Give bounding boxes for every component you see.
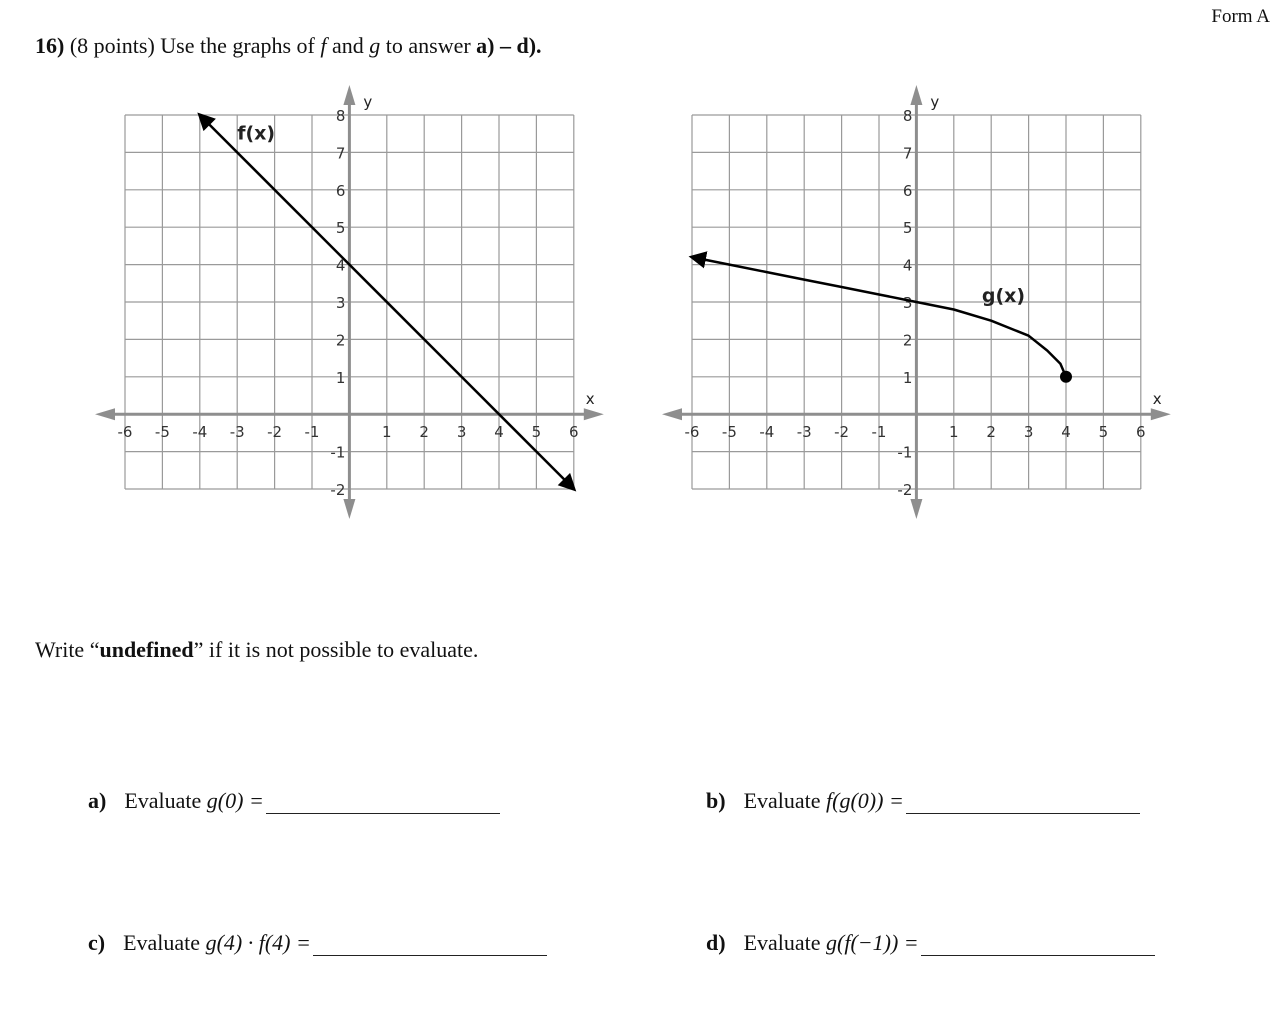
instruction-prefix: Write “ <box>35 637 100 662</box>
f-y-tick-label: -1 <box>330 443 346 462</box>
f-x-tick-label: 2 <box>419 423 429 442</box>
f-y-axis-label: y <box>363 93 373 111</box>
f-x-tick-label: -2 <box>267 423 283 442</box>
part-b-text: Evaluate <box>743 788 821 813</box>
g-y-tick-label: 7 <box>902 144 913 163</box>
part-d-letter: d) <box>706 930 726 955</box>
part-a-text: Evaluate <box>124 788 202 813</box>
f-function-label: f(x) <box>237 122 276 145</box>
part-a-expr: g(0) = <box>206 788 264 813</box>
g-x-tick-label: 1 <box>949 423 959 442</box>
question-g: g <box>369 33 381 58</box>
g-endpoint <box>1060 371 1072 383</box>
g-x-tick-label: 2 <box>986 423 996 442</box>
instruction-keyword: undefined <box>99 637 194 662</box>
f-x-axis-arrow-right <box>584 408 604 420</box>
f-y-tick-label: 7 <box>335 144 346 163</box>
g-x-tick-label: 5 <box>1098 423 1109 442</box>
f-y-tick-label: 5 <box>335 219 346 238</box>
f-x-tick-label: 4 <box>494 423 504 442</box>
part-b <box>706 788 1140 814</box>
instruction-suffix: ” if it is not possible to evaluate. <box>193 637 479 662</box>
g-y-tick-label: -2 <box>897 481 913 499</box>
part-c-letter: c) <box>88 930 106 955</box>
g-y-axis-label: y <box>930 93 940 111</box>
part-b-expr: f(g(0)) = <box>826 788 904 813</box>
f-y-tick-label: 2 <box>335 331 346 350</box>
f-x-tick-label: 6 <box>569 423 579 442</box>
part-c-answer-blank[interactable] <box>313 935 547 956</box>
f-y-tick-label: 8 <box>335 107 346 125</box>
g-y-tick-label: 4 <box>902 256 913 275</box>
f-y-axis-arrow-up <box>343 85 355 105</box>
f-y-axis-arrow-down <box>343 499 355 519</box>
form-label: Form A <box>1211 6 1270 27</box>
question-and: and <box>326 33 370 58</box>
g-y-tick-label: 2 <box>902 331 913 350</box>
g-x-tick-label: 4 <box>1061 423 1071 442</box>
part-d-expr: g(f(−1)) = <box>826 930 919 955</box>
f-y-tick-label: -2 <box>330 481 346 499</box>
part-b-answer-blank[interactable] <box>906 793 1140 814</box>
graph-g-svg <box>657 82 1177 602</box>
graph-f <box>90 82 610 606</box>
g-y-tick-label: 6 <box>902 181 913 200</box>
f-x-axis-arrow-left <box>95 408 115 420</box>
g-x-tick-label: -4 <box>759 423 775 442</box>
g-x-axis-arrow-right <box>1151 408 1171 420</box>
part-d-text: Evaluate <box>743 930 821 955</box>
f-x-tick-label: -1 <box>304 423 320 442</box>
g-x-tick-label: -5 <box>721 423 737 442</box>
instruction <box>35 637 478 663</box>
question-header <box>35 33 542 59</box>
g-x-tick-label: 3 <box>1023 423 1034 442</box>
g-x-tick-label: 6 <box>1136 423 1146 442</box>
f-y-tick-label: 6 <box>335 181 346 200</box>
g-function-label: g(x) <box>981 285 1026 307</box>
graph-g <box>657 82 1177 606</box>
g-y-tick-label: -1 <box>897 443 913 462</box>
part-c <box>88 930 547 956</box>
part-a <box>88 788 500 814</box>
g-x-tick-label: -2 <box>834 423 850 442</box>
g-y-tick-label: 1 <box>902 368 913 387</box>
g-x-tick-label: -3 <box>796 423 812 442</box>
f-x-axis-label: x <box>585 390 595 409</box>
part-d <box>706 930 1155 956</box>
question-number: 16) <box>35 33 65 58</box>
g-x-axis-arrow-left <box>662 408 682 420</box>
g-y-axis-arrow-down <box>910 499 922 519</box>
f-x-tick-label: -3 <box>229 423 245 442</box>
part-a-answer-blank[interactable] <box>266 793 500 814</box>
graph-f-svg <box>90 82 610 602</box>
question-text-before: Use the graphs of <box>154 33 321 58</box>
f-x-tick-label: 3 <box>456 423 467 442</box>
f-x-tick-label: -5 <box>154 423 170 442</box>
g-y-tick-label: 8 <box>902 107 913 125</box>
question-points: (8 points) <box>69 33 155 58</box>
g-x-tick-label: -6 <box>684 423 700 442</box>
question-range: a) – d). <box>476 33 542 58</box>
part-a-letter: a) <box>88 788 107 813</box>
f-x-tick-label: 1 <box>382 423 392 442</box>
f-x-tick-label: -4 <box>192 423 208 442</box>
g-x-tick-label: -1 <box>871 423 887 442</box>
f-y-tick-label: 4 <box>335 256 346 275</box>
f-y-tick-label: 1 <box>335 368 346 387</box>
f-y-tick-label: 3 <box>335 294 346 312</box>
f-x-tick-label: -6 <box>117 423 133 442</box>
question-f: f <box>320 33 327 58</box>
part-c-text: Evaluate <box>123 930 201 955</box>
g-y-axis-arrow-up <box>910 85 922 105</box>
g-y-tick-label: 3 <box>902 294 913 312</box>
question-text-after: to answer <box>380 33 477 58</box>
part-b-letter: b) <box>706 788 726 813</box>
g-x-axis-label: x <box>1152 390 1162 409</box>
part-d-answer-blank[interactable] <box>921 935 1155 956</box>
part-c-expr: g(4) · f(4) = <box>205 930 311 955</box>
f-x-tick-label: 5 <box>531 423 542 442</box>
g-y-tick-label: 5 <box>902 219 913 238</box>
